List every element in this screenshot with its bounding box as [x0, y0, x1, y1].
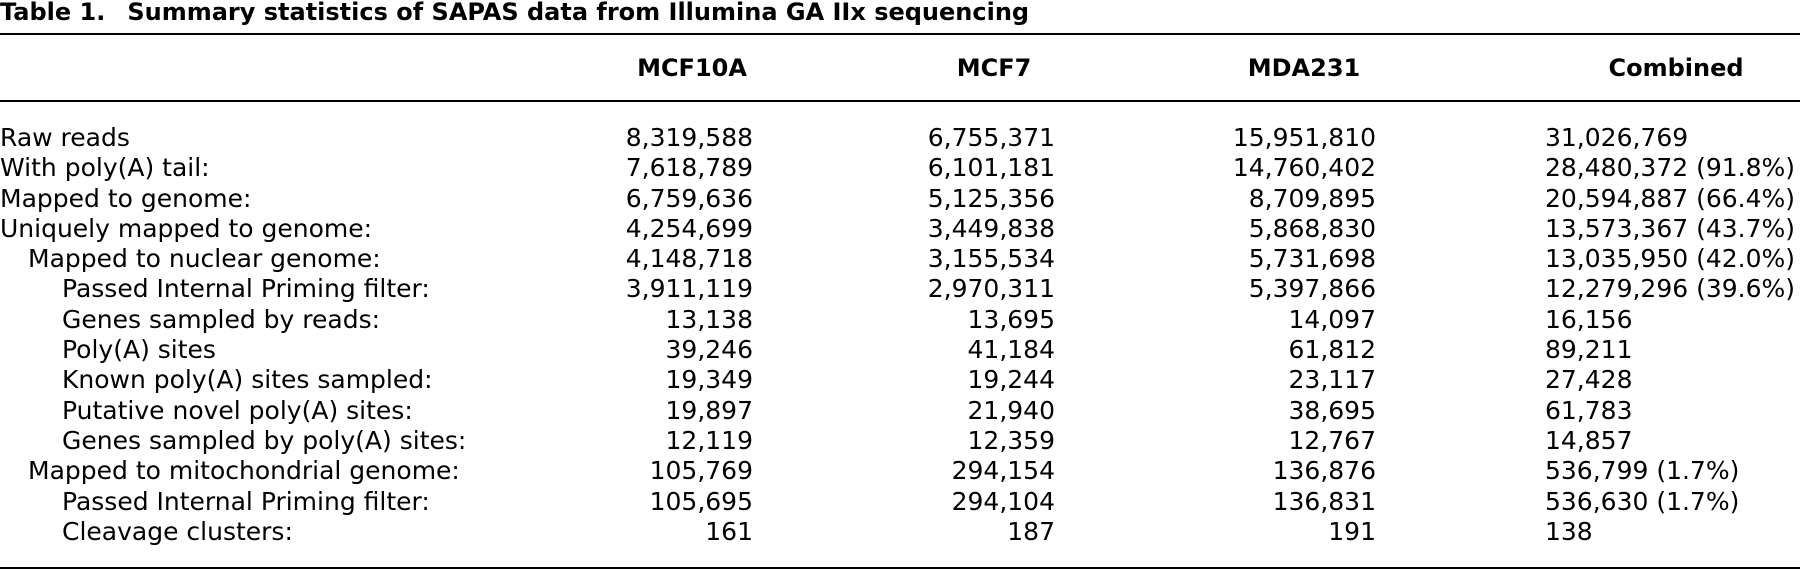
cell-mcf10a: 39,246	[665, 335, 753, 365]
table-caption	[0, 0, 1029, 30]
cell-mda231: 23,117	[1288, 365, 1376, 395]
cell-mda231: 14,760,402	[1232, 153, 1376, 183]
column-header-mcf10a: MCF10A	[637, 54, 747, 82]
cell-combined: 13,035,950 (42.0%)	[1545, 244, 1796, 274]
cell-combined: 138	[1545, 516, 1593, 546]
cell-combined: 536,799 (1.7%)	[1545, 456, 1740, 486]
cell-mcf10a: 105,769	[649, 456, 753, 486]
cell-mcf7: 3,155,534	[927, 244, 1055, 274]
row-label: Uniquely mapped to genome:	[0, 213, 373, 243]
cell-combined: 12,279,296 (39.6%)	[1545, 274, 1796, 304]
column-header-mcf7: MCF7	[956, 54, 1032, 82]
cell-mcf7: 12,359	[967, 425, 1055, 455]
cell-combined: 20,594,887 (66.4%)	[1545, 183, 1796, 213]
cell-mcf10a: 13,138	[665, 304, 753, 334]
table-row	[0, 335, 1800, 365]
table-header-row	[0, 52, 1800, 84]
table-row	[0, 517, 1800, 547]
table-row	[0, 244, 1800, 274]
cell-mcf10a: 3,911,119	[625, 274, 753, 304]
cell-mcf10a: 4,148,718	[625, 244, 753, 274]
cell-mda231: 136,831	[1272, 486, 1376, 516]
cell-mcf7: 41,184	[967, 335, 1055, 365]
cell-mcf10a: 7,618,789	[625, 153, 753, 183]
column-header-combined: Combined	[1608, 54, 1744, 82]
cell-mcf10a: 19,897	[665, 395, 753, 425]
table-row	[0, 123, 1800, 153]
table-row	[0, 274, 1800, 304]
row-label: With poly(A) tail:	[0, 153, 210, 183]
cell-mcf10a: 8,319,588	[625, 123, 753, 152]
cell-combined: 13,573,367 (43.7%)	[1545, 213, 1796, 243]
cell-mda231: 5,868,830	[1248, 213, 1376, 243]
cell-mda231: 38,695	[1288, 395, 1376, 425]
row-label: Putative novel poly(A) sites:	[62, 395, 413, 425]
table-row	[0, 153, 1800, 183]
cell-mcf7: 294,154	[951, 456, 1055, 486]
cell-mda231: 15,951,810	[1232, 123, 1376, 152]
cell-mcf10a: 12,119	[665, 425, 753, 455]
cell-mcf10a: 6,759,636	[625, 183, 753, 213]
cell-mcf10a: 4,254,699	[625, 213, 753, 243]
cell-combined: 61,783	[1545, 395, 1633, 425]
cell-combined: 31,026,769	[1545, 123, 1689, 152]
table-row	[0, 214, 1800, 244]
cell-mcf7: 5,125,356	[927, 183, 1055, 213]
row-label: Passed Internal Priming filter:	[62, 274, 430, 304]
cell-mda231: 14,097	[1288, 304, 1376, 334]
table-bottom-rule	[0, 567, 1800, 569]
row-label: Genes sampled by reads:	[62, 304, 381, 334]
cell-mda231: 5,397,866	[1248, 274, 1376, 304]
column-header-mda231: MDA231	[1247, 54, 1361, 82]
table-header-rule	[0, 100, 1800, 102]
cell-mda231: 12,767	[1288, 425, 1376, 455]
table-top-rule	[0, 33, 1800, 35]
cell-mcf7: 3,449,838	[927, 213, 1055, 243]
row-label: Poly(A) sites	[62, 335, 216, 365]
table-row	[0, 426, 1800, 456]
row-label: Passed Internal Priming filter:	[62, 486, 430, 516]
cell-mda231: 8,709,895	[1248, 183, 1376, 213]
cell-combined: 16,156	[1545, 304, 1633, 334]
cell-mcf10a: 105,695	[649, 486, 753, 516]
table-row	[0, 184, 1800, 214]
row-label: Mapped to genome:	[0, 183, 252, 213]
cell-mda231: 191	[1328, 516, 1376, 546]
cell-mcf7: 21,940	[967, 395, 1055, 425]
cell-mcf10a: 161	[705, 516, 753, 546]
table-body	[0, 123, 1800, 547]
row-label: Mapped to mitochondrial genome:	[28, 456, 460, 486]
table-row	[0, 396, 1800, 426]
cell-mda231: 136,876	[1272, 456, 1376, 486]
cell-mcf7: 294,104	[951, 486, 1055, 516]
cell-mcf7: 19,244	[967, 365, 1055, 395]
row-label: Mapped to nuclear genome:	[28, 244, 381, 274]
table-caption-label: Table 1.	[0, 0, 106, 26]
table-caption-text: Summary statistics of SAPAS data from Illumina GA IIx sequencing	[127, 0, 1030, 26]
cell-mcf7: 187	[1007, 516, 1055, 546]
cell-combined: 536,630 (1.7%)	[1545, 486, 1740, 516]
cell-combined: 28,480,372 (91.8%)	[1545, 153, 1796, 183]
table-row	[0, 487, 1800, 517]
row-label: Known poly(A) sites sampled:	[62, 365, 433, 395]
cell-mda231: 61,812	[1288, 335, 1376, 365]
table-row	[0, 305, 1800, 335]
cell-mcf7: 13,695	[967, 304, 1055, 334]
cell-combined: 27,428	[1545, 365, 1633, 395]
cell-mda231: 5,731,698	[1248, 244, 1376, 274]
row-label: Raw reads	[0, 123, 130, 152]
cell-combined: 14,857	[1545, 425, 1633, 455]
cell-mcf7: 2,970,311	[927, 274, 1055, 304]
table-row	[0, 456, 1800, 486]
row-label: Cleavage clusters:	[62, 516, 293, 546]
cell-mcf7: 6,101,181	[927, 153, 1055, 183]
cell-combined: 89,211	[1545, 335, 1633, 365]
table-row	[0, 365, 1800, 395]
cell-mcf10a: 19,349	[665, 365, 753, 395]
row-label: Genes sampled by poly(A) sites:	[62, 425, 467, 455]
cell-mcf7: 6,755,371	[927, 123, 1055, 152]
